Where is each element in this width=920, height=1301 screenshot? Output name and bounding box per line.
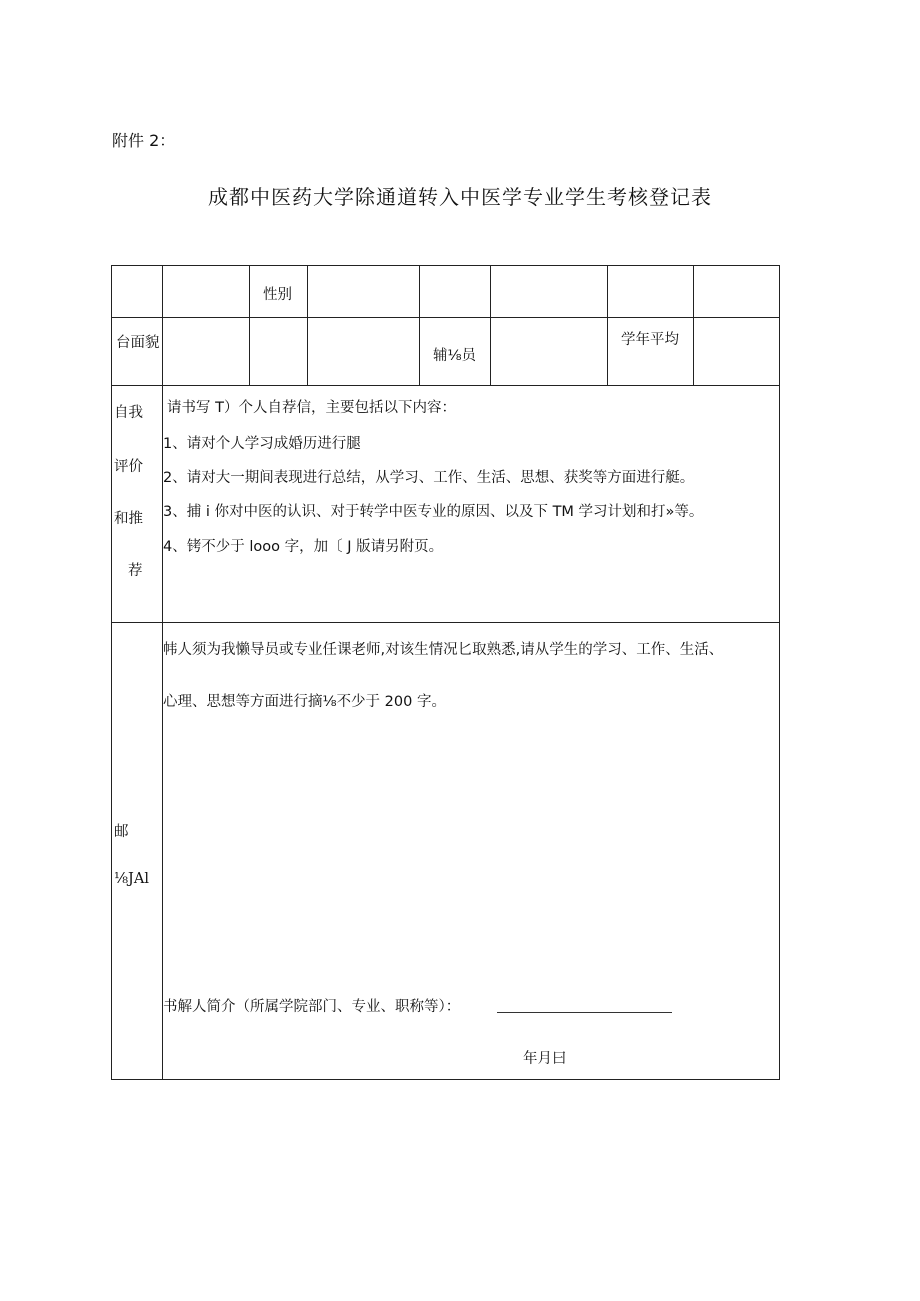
self-eval-label-line: 自我 — [114, 405, 143, 421]
recommend-instruction: 心理、思想等方面进行摘⅛不少于 200 字。 — [163, 694, 446, 710]
row-divider — [111, 622, 780, 623]
counselor-label: 辅⅛员 — [433, 348, 477, 364]
row-divider — [111, 317, 780, 318]
recommend-instruction: 帏人须为我懒导员或专业任课老师,对该生情况匕取熟悉,请从学生的学习、工作、生活、 — [163, 642, 724, 658]
gpa-label: 学年平均 — [621, 332, 679, 348]
self-eval-instruction: 4、铐不少于 looo 字，加〔 J 版请另附页。 — [163, 539, 444, 555]
self-eval-instruction: 请书写 T）个人自荐信，主要包括以下内容： — [167, 400, 456, 416]
recommender-intro-label: 书解人简介（所属学院部门、专业、职称等）： — [163, 999, 461, 1015]
form-title: 成都中医药大学除通道转入中医学专业学生考核登记表 — [208, 185, 712, 209]
row-divider — [111, 385, 780, 386]
recommender-intro-blank[interactable] — [497, 1012, 672, 1013]
recommend-label-line: 邮 — [114, 824, 129, 840]
recommend-label-line: ⅛JAl — [114, 871, 149, 887]
registration-table — [111, 265, 780, 1080]
gender-label: 性别 — [263, 287, 292, 303]
column-divider — [419, 265, 420, 385]
political-status-label: 台面貌 — [116, 335, 160, 351]
self-eval-label-line: 评价 — [114, 459, 143, 475]
attachment-label: 附件 2： — [112, 131, 176, 150]
self-eval-instruction: 2、请对大一期间表现进行总结，从学习、工作、生活、思想、获奖等方面进行艇。 — [163, 470, 695, 486]
self-eval-instruction: 3、捕 i 你对中医的认识、对于转学中医专业的原因、以及下 TM 学习计划和打»等。 — [163, 504, 704, 520]
self-eval-instruction: 1、请对个人学习成婚历进行腿 — [163, 436, 361, 452]
column-divider — [490, 265, 491, 385]
column-divider — [162, 265, 163, 1080]
column-divider — [307, 265, 308, 385]
self-eval-label-line: 和推 — [114, 511, 143, 527]
column-divider — [693, 265, 694, 385]
date-label: 年月曰 — [523, 1051, 567, 1067]
self-eval-label-line: 荐 — [128, 563, 143, 579]
column-divider — [607, 265, 608, 385]
column-divider — [249, 265, 250, 385]
